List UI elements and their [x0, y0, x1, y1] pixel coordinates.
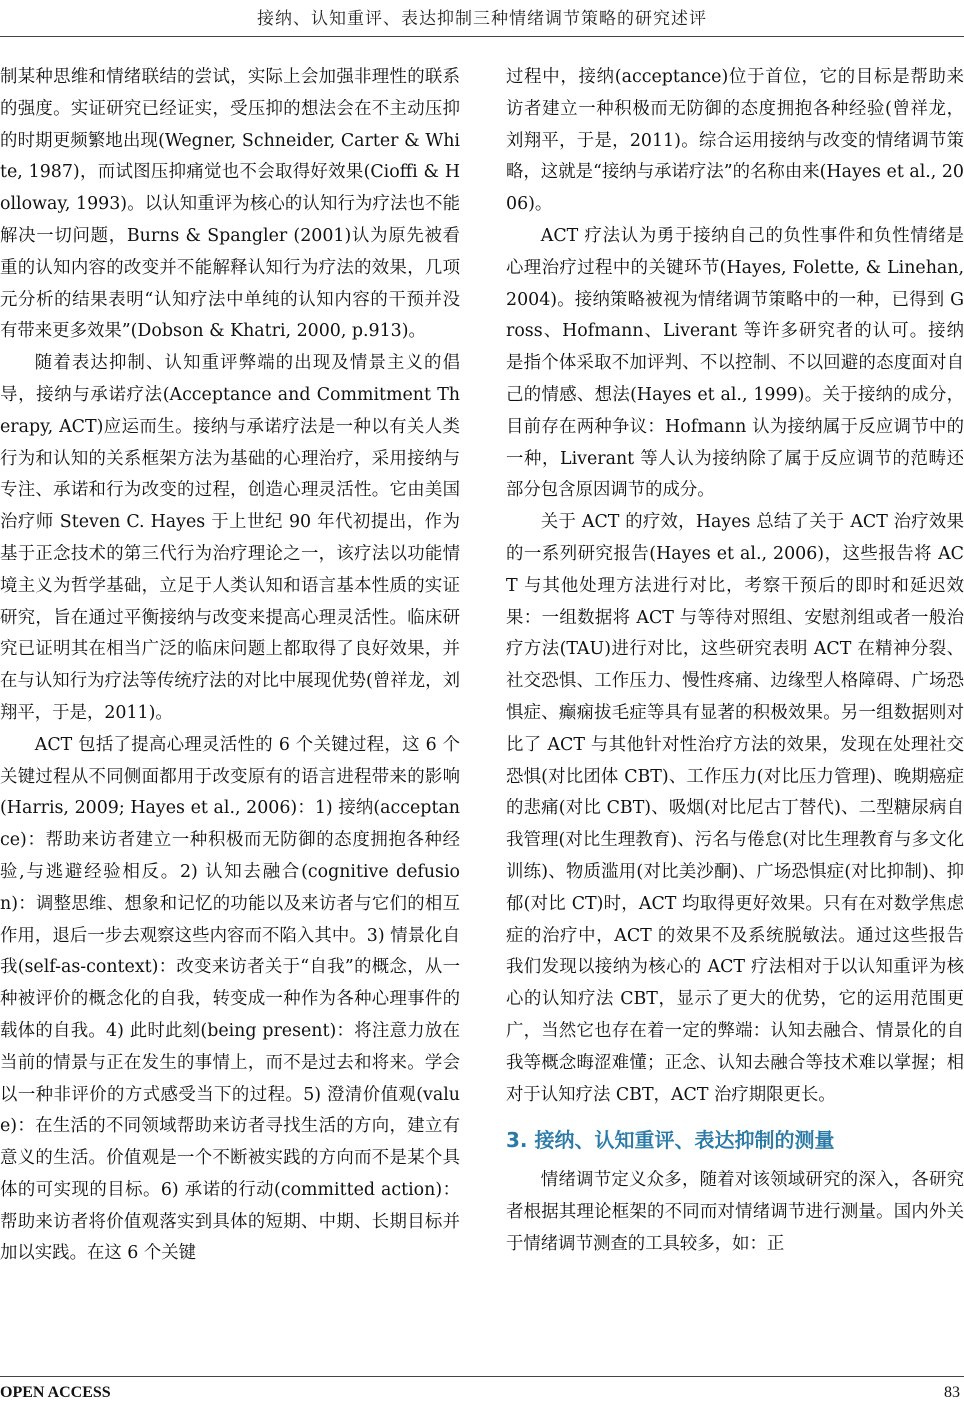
right-column	[506, 62, 964, 1261]
section-heading: 3. 接纳、认知重评、表达抑制的测量	[506, 1128, 835, 1153]
paragraph: 情绪调节定义众多，随着对该领域研究的深入，各研究者根据其理论框架的不同而对情绪调节进行测量。国内外关于情绪调节测查的工具较多，如：正	[506, 1170, 964, 1254]
header-rule	[0, 36, 964, 37]
left-column	[0, 62, 460, 1270]
paragraph: 制某种思维和情绪联结的尝试，实际上会加强非理性的联系的强度。实证研究已经证实，受压抑的想法会在不主动压抑的时期更频繁地出现(Wegner, Schneider, Carter & White, 1987)，而试图压抑痛觉也不会取得好效果(Cioffi & Holloway, 1993)。以认知重评为核心的认知行为疗法也不能解决一切问题，Burns & Spangler (2001)认为原先被看重的认知内容的改变并不能解释认知行为疗法的效果，几项元分析的结果表明“认知疗法中单纯的认知内容的干预并没有带来更多效果”(Dobson & Khatri, 2000, p.913)。	[0, 67, 460, 342]
paragraph: ACT 疗法认为勇于接纳自己的负性事件和负性情绪是心理治疗过程中的关键环节(Hayes, Folette, & Linehan, 2004)。接纳策略被视为情绪调节策略中的一种，已得到 Gross、Hofmann、Liverant 等许多研究者的认可。接纳是指个体采取不加评判、不以控制、不以回避的态度面对自己的情感、想法(Hayes et al., 1999)。关于接纳的成分，目前存在两种争议：Hofmann 认为接纳属于反应调节中的一种，Liverant 等人认为接纳除了属于反应调节的范畴还部分包含原因调节的成分。	[506, 225, 964, 501]
paragraph: 过程中，接纳(acceptance)位于首位，它的目标是帮助来访者建立一种积极而无防御的态度拥抱各种经验(曾祥龙，刘翔平，于是，2011)。综合运用接纳与改变的情绪调节策略，这就是“接纳与承诺疗法”的名称由来(Hayes et al., 2006)。	[506, 67, 964, 215]
paragraph: 关于 ACT 的疗效，Hayes 总结了关于 ACT 治疗效果的一系列研究报告(Hayes et al., 2006)，这些报告将 ACT 与其他处理方法进行对比，考察干预后的即时和延迟效果：一组数据将 ACT 与等待对照组、安慰剂组或者一般治疗方法(TAU)进行对比，这些研究表明 ACT 在精神分裂、社交恐惧、工作压力、慢性疼痛、边缘型人格障碍、广场恐惧症、癫痫拔毛症等具有显著的积极效果。另一组数据则对比了 ACT 与其他针对性治疗方法的效果，发现在处理社交恐惧(对比团体 CBT)、工作压力(对比压力管理)、晚期癌症的悲痛(对比 CBT)、吸烟(对比尼古丁替代)、二型糖尿病自我管理(对比生理教育)、污名与倦怠(对比生理教育与多文化训练)、物质滥用(对比美沙酮)、广场恐惧症(对比抑制)、抑郁(对比 CT)时，ACT 均取得更好效果。只有在对数学焦虑症的治疗中，ACT 的效果不及系统脱敏法。通过这些报告我们发现以接纳为核心的 ACT 疗法相对于以认知重评为核心的认知疗法 CBT，显示了更大的优势，它的运用范围更广，当然它也存在着一定的弊端：认知去融合、情景化的自我等概念晦涩难懂；正念、认知去融合等技术难以掌握；相对于认知疗法 CBT，ACT 治疗期限更长。	[506, 512, 964, 1105]
footer-journal-label: OPEN ACCESS	[0, 1384, 111, 1401]
page-number: 83	[944, 1384, 960, 1401]
running-header-title: 接纳、认知重评、表达抑制三种情绪调节策略的研究述评	[257, 9, 707, 29]
paragraph: ACT 包括了提高心理灵活性的 6 个关键过程，这 6 个关键过程从不同侧面都用于改变原有的语言进程带来的影响(Harris, 2009; Hayes et al., 2006)：1) 接纳(acceptance)：帮助来访者建立一种积极而无防御的态度拥抱各种经验,与逃避经验相反。2) 认知去融合(cognitive defusion)：调整思维、想象和记忆的功能以及来访者与它们的相互作用，退后一步去观察这些内容而不陷入其中。3) 情景化自我(self-as-context)：改变来访者关于“自我”的概念，从一种被评价的概念化的自我，转变成一种作为各种心理事件的载体的自我。4) 此时此刻(being present)：将注意力放在当前的情景与正在发生的事情上，而不是过去和将来。学会以一种非评价的方式感受当下的过程。5) 澄清价值观(value)：在生活的不同领域帮助来访者寻找生活的方向，建立有意义的生活。价值观是一个不断被实践的方向而不是某个具体的可实现的目标。6) 承诺的行动(committed action)：帮助来访者将价值观落实到具体的短期、中期、长期目标并加以实践。在这 6 个关键	[0, 734, 460, 1264]
footer-rule	[0, 1376, 964, 1377]
paragraph: 随着表达抑制、认知重评弊端的出现及情景主义的倡导，接纳与承诺疗法(Acceptance and Commitment Therapy, ACT)应运而生。接纳与承诺疗法是一种以有关人类行为和认知的关系框架方法为基础的心理治疗，采用接纳与专注、承诺和行为改变的过程，创造心理灵活性。它由美国治疗师 Steven C. Hayes 于上世纪 90 年代初提出，作为基于正念技术的第三代行为治疗理论之一，该疗法以功能情境主义为哲学基础，立足于人类认知和语言基本性质的实证研究，旨在通过平衡接纳与改变来提高心理灵活性。临床研究已证明其在相当广泛的临床问题上都取得了良好效果，并在与认知行为疗法等传统疗法的对比中展现优势(曾祥龙，刘翔平，于是，2011)。	[0, 353, 460, 723]
